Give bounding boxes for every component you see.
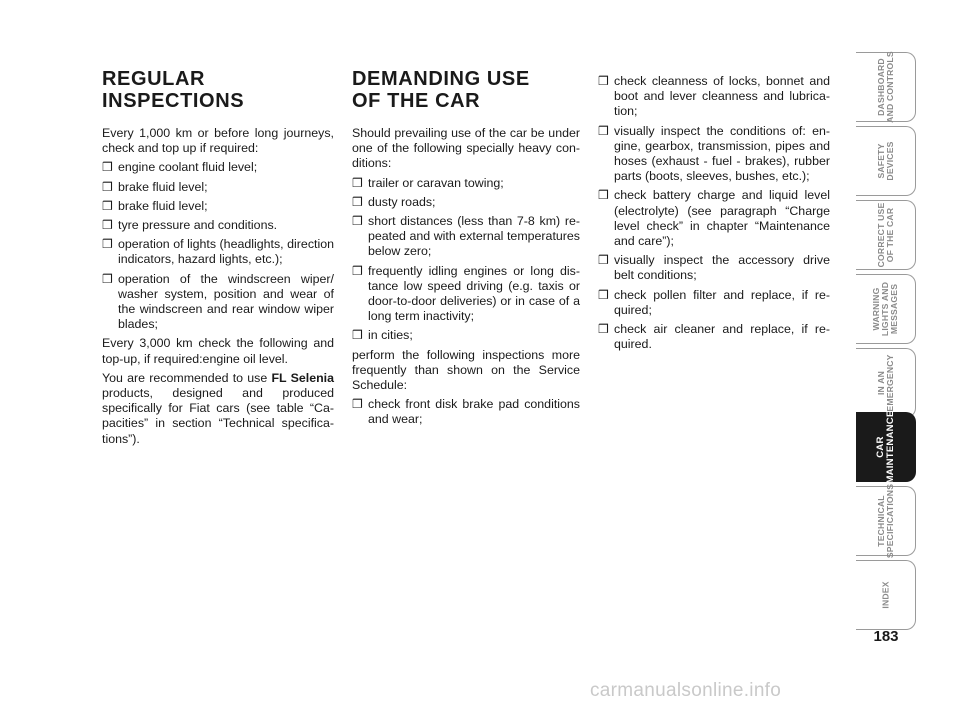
tab-in-an-emergency[interactable] bbox=[856, 348, 916, 418]
tab-label: INDEX bbox=[879, 581, 890, 609]
demanding-paragraph-2: perform the following inspections more frequently than shown on the Service Schedule: bbox=[352, 347, 580, 393]
demanding-use-section bbox=[352, 68, 580, 432]
title-line-2: OF THE CAR bbox=[352, 90, 481, 112]
title-line-1: DEMANDING USE bbox=[352, 68, 530, 90]
checklist-item: ❒ check cleanness of locks, bonnet and boot and lever cleanness and lubrica- tion; bbox=[598, 74, 830, 119]
checklist-item: ❒ check air cleaner and replace, if re- quired. bbox=[598, 322, 830, 352]
tab-label: CAR MAINTENANCE bbox=[874, 410, 896, 484]
checklist-item: ❒ engine coolant fluid level; bbox=[102, 160, 258, 175]
checklist-item: ❒ check front disk brake pad conditions and wear; bbox=[352, 397, 580, 427]
checklist-item: ❒ trailer or caravan towing; bbox=[352, 175, 504, 190]
checklist-item: ❒ visually inspect the accessory drive belt conditions; bbox=[598, 253, 830, 283]
checklist-item: ❒ operation of lights (headlights, direction indicators, hazard lights, etc.); bbox=[102, 237, 334, 267]
title-line-1: REGULAR bbox=[102, 68, 206, 90]
demanding-intro: Should prevailing use of the car be under one of the following specially heavy con- ditions: bbox=[352, 126, 580, 171]
tab-label: SAFETY DEVICES bbox=[875, 141, 895, 181]
regular-inspections-section bbox=[102, 68, 334, 451]
checkbox-icon: ❒ bbox=[102, 198, 113, 213]
tab-technical-specifications[interactable] bbox=[856, 483, 916, 559]
checklist-item: ❒ short distances (less than 7-8 km) re- peated and with external temperatures below zero; bbox=[352, 214, 580, 259]
tab-label: CORRECT USE OF THE CAR bbox=[875, 202, 895, 268]
tab-index[interactable] bbox=[856, 560, 916, 630]
title-line-2: INSPECTIONS bbox=[102, 90, 245, 112]
checklist-item: ❒ brake fluid level; bbox=[102, 179, 208, 194]
tab-correct-use-of-the-car[interactable] bbox=[856, 200, 916, 270]
tab-warning-lights-and-messages[interactable] bbox=[856, 274, 916, 344]
tab-car-maintenance[interactable] bbox=[856, 412, 916, 482]
checklist-item: ❒ check pollen filter and replace, if re- quired; bbox=[598, 287, 830, 317]
tab-safety-devices[interactable] bbox=[856, 126, 916, 196]
checkbox-icon: ❒ bbox=[102, 179, 113, 194]
checklist-item: ❒ brake fluid level; bbox=[102, 198, 208, 213]
checkbox-icon: ❒ bbox=[598, 287, 609, 302]
regular-paragraph-3: You are recommended to use FL Selenia products, designed and produced specifically for Fiat cars (see table “Ca- pacities” in section “Technical specifica- tions”). bbox=[102, 370, 334, 446]
regular-checklist bbox=[102, 160, 334, 332]
demanding-inspections-list bbox=[352, 397, 580, 427]
regular-inspections-title bbox=[102, 68, 334, 112]
checkbox-icon: ❒ bbox=[352, 397, 363, 412]
checklist-item: ❒ tyre pressure and conditions. bbox=[102, 218, 278, 233]
inspections-continued-section bbox=[598, 74, 830, 356]
demanding-use-title bbox=[352, 68, 580, 112]
checkbox-icon: ❒ bbox=[102, 271, 113, 286]
watermark: carmanualsonline.info bbox=[590, 680, 782, 701]
checklist-item: ❒ visually inspect the conditions of: en- gine, gearbox, transmission, pipes and hoses (exhaust - fuel - brakes), rubber parts (boots, sleeves, bushes, etc.); bbox=[598, 123, 830, 184]
tab-dashboard-and-controls[interactable] bbox=[856, 52, 916, 122]
inspections-continued-list bbox=[598, 74, 830, 352]
checklist-item: ❒ operation of the windscreen wiper/ washer system, position and wear of the windscreen and rear window wiper blades; bbox=[102, 271, 334, 332]
checkbox-icon: ❒ bbox=[598, 74, 609, 88]
checklist-item: ❒ in cities; bbox=[352, 328, 413, 343]
checkbox-icon: ❒ bbox=[598, 322, 609, 337]
checkbox-icon: ❒ bbox=[102, 237, 113, 252]
checklist-item: ❒ dusty roads; bbox=[352, 194, 436, 209]
tab-label: DASHBOARD AND CONTROLS bbox=[875, 51, 895, 123]
checkbox-icon: ❒ bbox=[598, 253, 609, 268]
regular-paragraph-2: Every 3,000 km check the following and top-up, if required:engine oil level. bbox=[102, 336, 334, 366]
checkbox-icon: ❒ bbox=[352, 175, 363, 190]
checkbox-icon: ❒ bbox=[352, 194, 363, 209]
checkbox-icon: ❒ bbox=[352, 328, 363, 343]
tab-label: IN AN EMERGENCY bbox=[875, 354, 895, 412]
checkbox-icon: ❒ bbox=[102, 218, 113, 233]
checkbox-icon: ❒ bbox=[598, 188, 609, 203]
tab-label: TECHNICAL SPECIFICATIONS bbox=[875, 483, 895, 559]
tab-label: WARNING LIGHTS AND MESSAGES bbox=[870, 281, 900, 337]
checklist-item: ❒ frequently idling engines or long dis- tance low speed driving (e.g. taxis or door-to-door deliveries) or in case of a long term inactivity; bbox=[352, 263, 580, 324]
checkbox-icon: ❒ bbox=[598, 123, 609, 138]
checkbox-icon: ❒ bbox=[352, 214, 363, 229]
page-number: 183 bbox=[873, 628, 899, 645]
checkbox-icon: ❒ bbox=[102, 160, 113, 175]
brand-name: FL Selenia bbox=[271, 370, 334, 385]
checklist-item: ❒ check battery charge and liquid level (electrolyte) (see paragraph “Charge level check” in chapter “Maintenance and care”); bbox=[598, 188, 830, 249]
demanding-conditions-list bbox=[352, 176, 580, 344]
checkbox-icon: ❒ bbox=[352, 263, 363, 278]
regular-intro: Every 1,000 km or before long journeys, check and top up if required: bbox=[102, 126, 334, 156]
